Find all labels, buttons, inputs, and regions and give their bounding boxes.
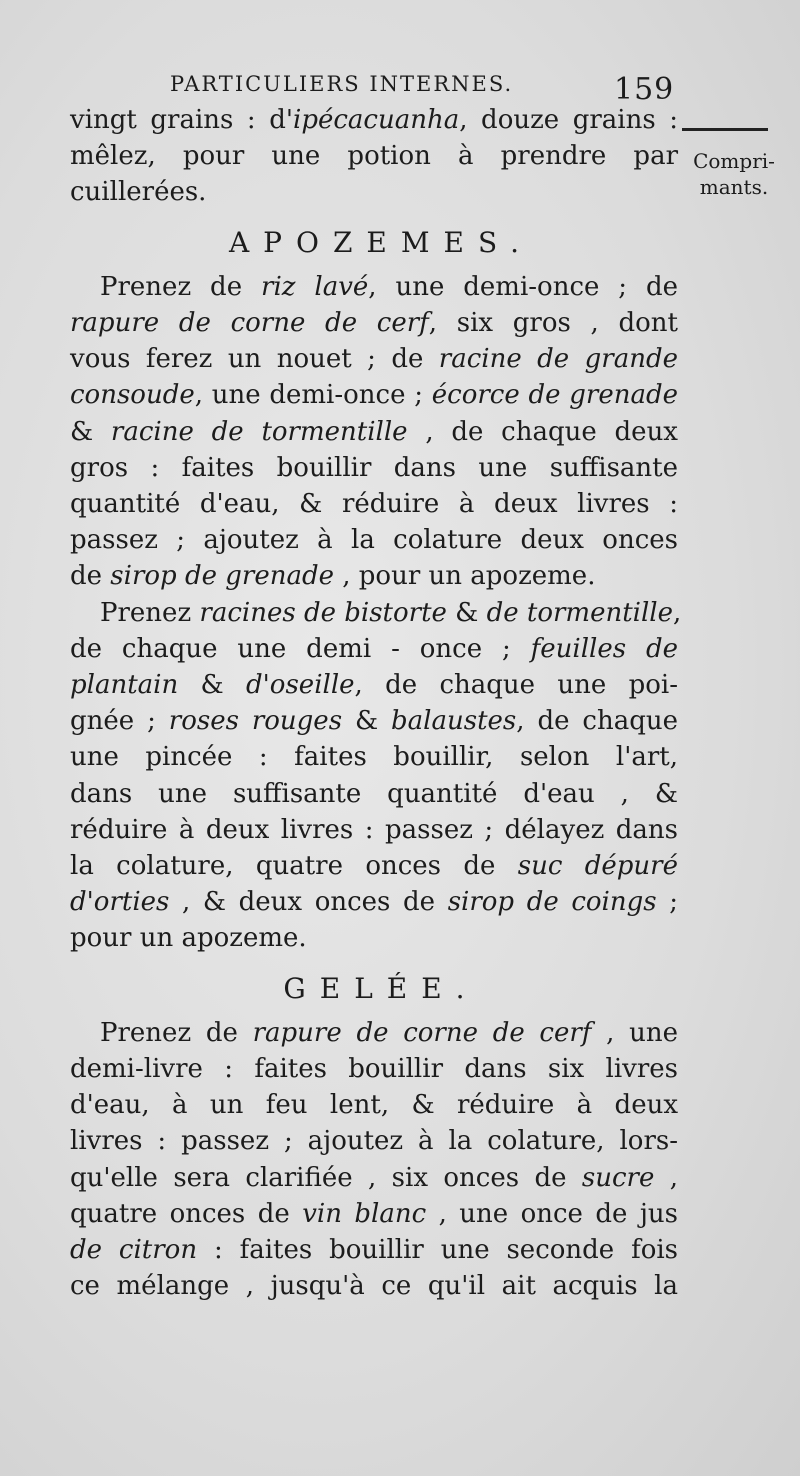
text-line: réduire à deux livres : passez ; délayez dans — [70, 814, 678, 845]
text-line: pour un apozeme. — [70, 923, 307, 954]
text-line: cuillerées. — [70, 177, 207, 208]
text-line: gnée ; roses rouges & balaustes, de chaque — [70, 706, 678, 737]
text-line: vous ferez un nouet ; de racine de grande — [70, 344, 678, 375]
section-heading-apozemes: APOZEMES. — [228, 225, 534, 259]
text-line: gros : faites bouillir dans une suffisante — [70, 452, 678, 483]
text-line: quantité d'eau, & réduire à deux livres : — [70, 489, 678, 520]
text-line: Prenez de rapure de corne de cerf , une — [100, 1017, 679, 1048]
text-line: d'eau, à un feu lent, & réduire à deux — [70, 1090, 678, 1121]
margin-note-line: mants. — [699, 175, 769, 199]
text-line: livres : passez ; ajoutez à la colature, lors- — [70, 1126, 678, 1157]
text-line: demi-livre : faites bouillir dans six livres — [70, 1054, 678, 1085]
text-line: d'orties , & deux onces de sirop de coings ; — [70, 887, 678, 918]
text-line: la colature, quatre onces de suc dépuré — [70, 851, 678, 882]
body-text — [70, 102, 682, 1305]
text-line: mêlez, pour une potion à prendre par — [70, 141, 678, 172]
running-title: PARTICULIERS INTERNES. — [170, 72, 514, 96]
margin-note — [668, 148, 800, 200]
margin-note-line: Compri- — [693, 149, 775, 173]
text-line: Prenez de riz lavé, une demi-once ; de — [100, 271, 679, 302]
margin-rule — [682, 128, 768, 131]
text-line: de citron : faites bouillir une seconde fois — [70, 1235, 679, 1266]
text-line: ce mélange , jusqu'à ce qu'il ait acquis la — [70, 1271, 678, 1302]
text-line: & racine de tormentille , de chaque deux — [70, 416, 678, 447]
text-line: de chaque une demi - once ; feuilles de — [70, 633, 678, 664]
text-line: plantain & d'oseille, de chaque une poi- — [70, 670, 678, 701]
text-line: consoude, une demi-once ; écorce de grenade — [70, 380, 679, 411]
section-heading-gelee: GELÉE. — [283, 971, 479, 1005]
text-line: Prenez racines de bistorte & de tormentille, — [100, 597, 682, 628]
text-line: quatre onces de vin blanc , une once de jus — [70, 1198, 678, 1229]
text-line: dans une suffisante quantité d'eau , & — [70, 778, 678, 809]
page-number: 159 — [614, 72, 675, 107]
text-line: de sirop de grenade , pour un apozeme. — [70, 561, 596, 592]
text-line: passez ; ajoutez à la colature deux onces — [70, 525, 678, 556]
text-line: qu'elle sera clarifiée , six onces de sucre , — [70, 1162, 678, 1193]
text-line: rapure de corne de cerf, six gros , dont — [70, 308, 678, 339]
text-line: une pincée : faites bouillir, selon l'art, — [70, 742, 678, 773]
text-line: vingt grains : d'ipécacuanha, douze grains : — [70, 105, 678, 135]
